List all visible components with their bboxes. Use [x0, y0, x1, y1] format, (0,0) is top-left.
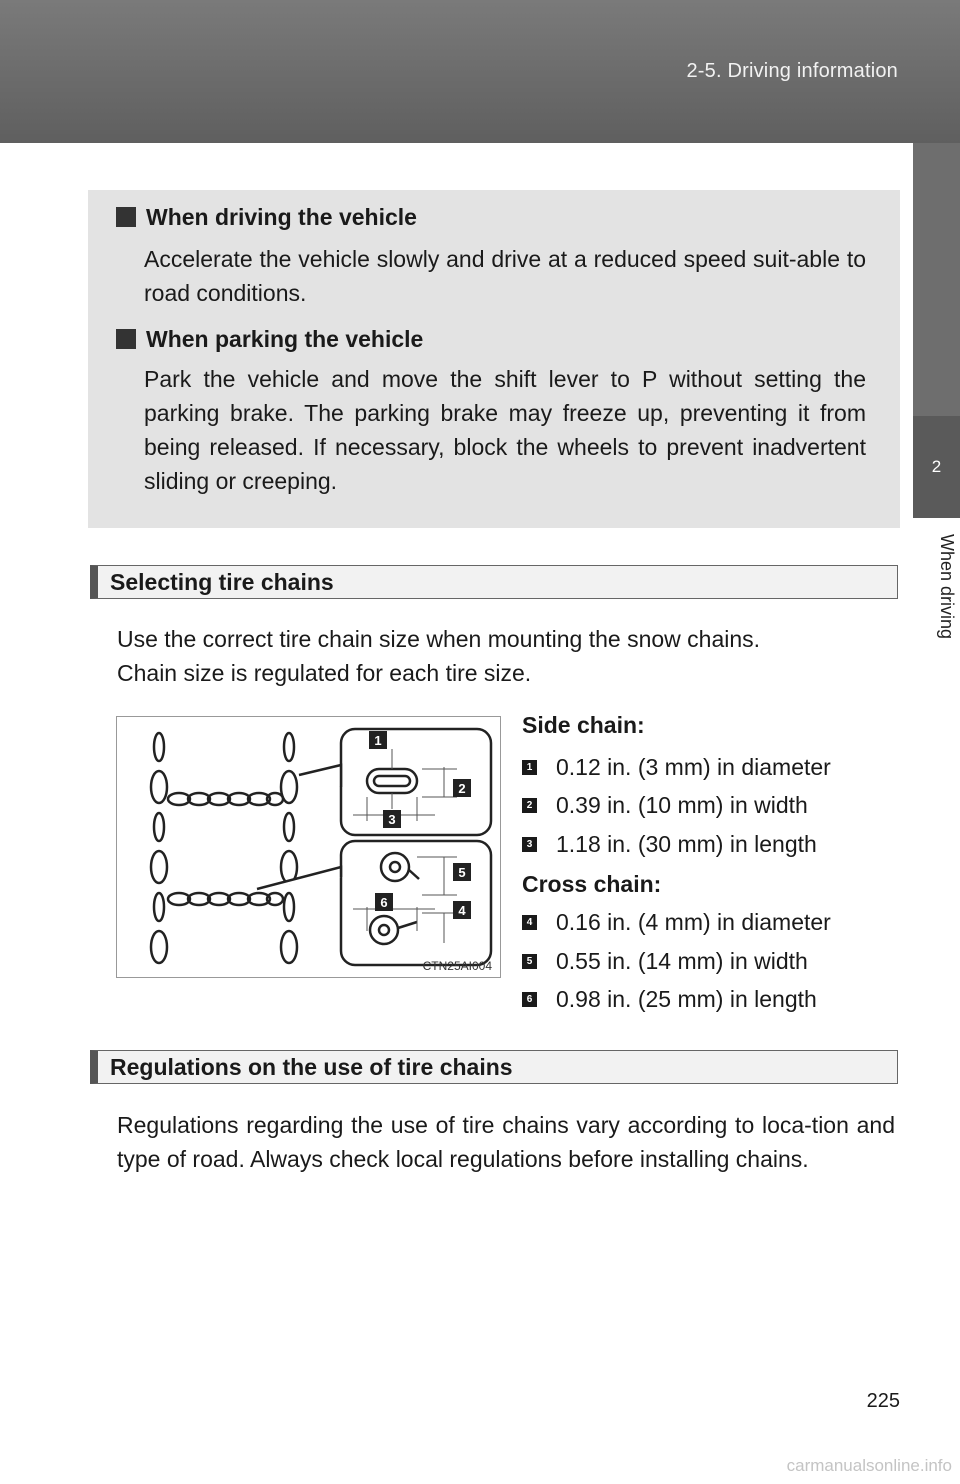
info-heading-driving: When driving the vehicle — [116, 204, 417, 231]
section-title: 2-5. Driving information — [686, 60, 898, 82]
number-badge: 2 — [522, 798, 537, 813]
callout-4: 4 — [458, 903, 466, 918]
tire-chain-illustration — [117, 717, 501, 978]
selecting-line-2: Chain size is regulated for each tire size. — [117, 660, 532, 686]
side-chain-spec-2: 2 0.39 in. (10 mm) in width — [522, 792, 808, 819]
callout-5: 5 — [458, 865, 466, 880]
selecting-line-1: Use the correct tire chain size when mounting the snow chains. — [117, 626, 761, 652]
side-chain-right — [281, 733, 297, 963]
chapter-label: When driving — [937, 534, 957, 640]
square-bullet-icon — [116, 329, 136, 349]
figure-code: CTN25AI004 — [422, 959, 492, 973]
cross-chain-bottom — [168, 893, 283, 905]
callout-2: 2 — [458, 781, 466, 796]
number-badge: 1 — [522, 760, 537, 775]
section-heading-selecting: Selecting tire chains — [90, 565, 898, 599]
callout-1: 1 — [374, 733, 382, 748]
page-number: 225 — [866, 1390, 900, 1412]
cross-chain-spec-1: 4 0.16 in. (4 mm) in diameter — [522, 909, 831, 936]
footer-site: carmanualsonline.info — [786, 1456, 952, 1475]
cross-chain-spec-3: 6 0.98 in. (25 mm) in length — [522, 986, 817, 1013]
cross-chain-top — [168, 793, 283, 805]
side-chain-spec-1: 1 0.12 in. (3 mm) in diameter — [522, 754, 831, 781]
chapter-number: 2 — [913, 416, 960, 518]
number-badge: 6 — [522, 992, 537, 1007]
tire-chain-figure — [116, 716, 501, 978]
number-badge: 4 — [522, 915, 537, 930]
square-bullet-icon — [116, 207, 136, 227]
callout-3: 3 — [388, 812, 396, 827]
cross-chain-title: Cross chain: — [522, 871, 662, 897]
side-tab-top — [913, 143, 960, 416]
number-badge: 5 — [522, 954, 537, 969]
side-chain-spec-3: 3 1.18 in. (30 mm) in length — [522, 831, 817, 858]
page-header — [0, 0, 960, 143]
callout-6: 6 — [380, 895, 388, 910]
info-text-parking: Park the vehicle and move the shift lever to P without setting the parking brake. The parking brake may freeze up, preventing it from being released. If necessary, block the wheels to prevent inadvertent sliding or creeping. — [144, 366, 866, 494]
section-heading-regulations: Regulations on the use of tire chains — [90, 1050, 898, 1084]
side-chain-left — [151, 733, 167, 963]
cross-chain-spec-2: 5 0.55 in. (14 mm) in width — [522, 948, 808, 975]
number-badge: 3 — [522, 837, 537, 852]
regulations-text: Regulations regarding the use of tire chains vary according to loca-tion and type of road. Always check local regulations before installing chains. — [117, 1112, 895, 1172]
info-heading-parking: When parking the vehicle — [116, 326, 423, 353]
info-text-driving: Accelerate the vehicle slowly and drive at a reduced speed suit-able to road conditions. — [144, 246, 866, 306]
side-chain-title: Side chain: — [522, 712, 645, 738]
